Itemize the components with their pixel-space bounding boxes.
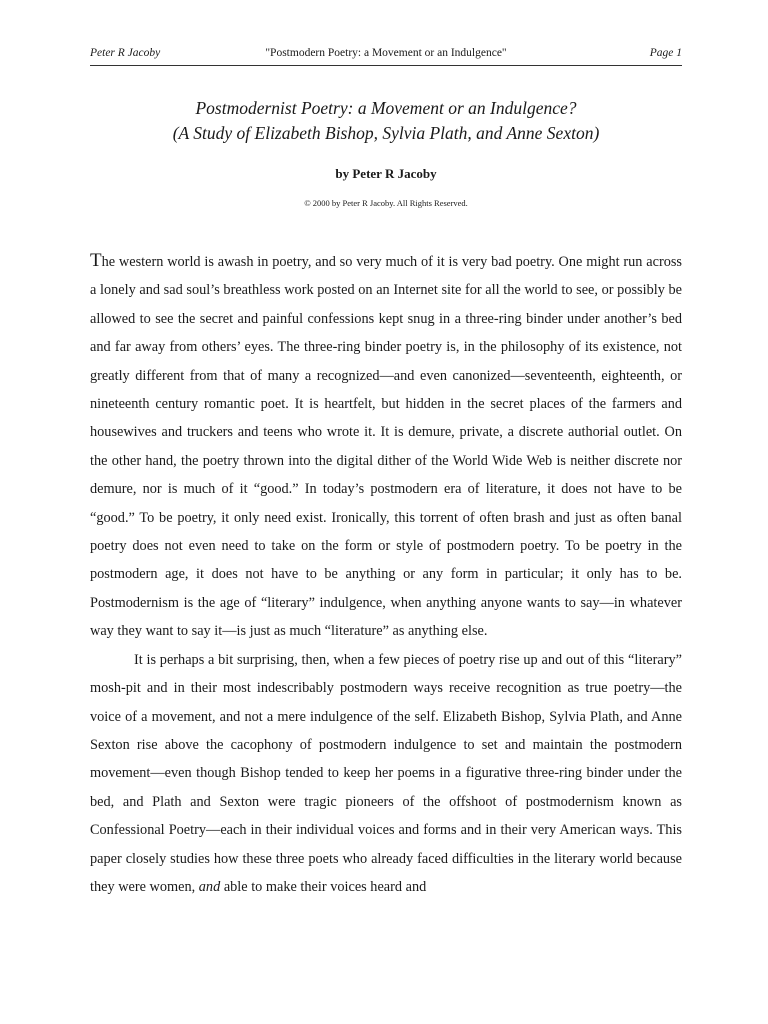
- paragraph-2-text-a: It is perhaps a bit surprising, then, when a few pieces of poetry rise up and out of this “literary” mosh-pit and in their most indescribably postmodern ways receive recognition as true poetry—the voice of a movement, and not a mere indulgence of the self. Elizabeth Bishop, Sylvia Plath, and Anne Sexton rise above the cacophony of postmodern indulgence to set and maintain the postmodern movement—even though Bishop tended to keep her poems in a figurative three-ring binder under the bed, and Plath and Sexton were tragic pioneers of the offshoot of postmodernism known as Confessional Poetry—each in their individual voices and forms and in their very American ways. This paper closely studies how these three poets who already faced difficulties in the literary world because they were women,: [90, 651, 682, 895]
- copyright-notice: © 2000 by Peter R Jacoby. All Rights Reserved.: [304, 198, 468, 208]
- header-running-title: "Postmodern Poetry: a Movement or an Indulgence": [265, 47, 507, 59]
- paper-title-line-1: Postmodernist Poetry: a Movement or an Indulgence?: [195, 98, 577, 118]
- drop-cap-letter: T: [90, 250, 102, 271]
- paragraph-1-text: he western world is awash in poetry, and so very much of it is very bad poetry. One might run across a lonely and sad soul’s breathless work posted on an Internet site for all the world to see, or possibly be allowed to see the secret and painful confessions kept snug in a three-ring binder under another’s bed and far away from others’ eyes. The three-ring binder poetry is, in the philosophy of its existence, not greatly different from that of many a recognized—and even canonized—seventeenth, eighteenth, or nineteenth century romantic poet. It is heartfelt, but hidden in the secret places of the farmers and housewives and truckers and teens who wrote it. It is demure, private, a discrete authorial outlet. On the other hand, the poetry thrown into the digital dither of the World Wide Web is neither discrete nor demure, nor is much of it “good.” In today’s postmodern era of literature, it does not have to be “good.” To be poetry, it only need exist. Ironically, this torrent of often brash and just as often banal poetry does not even need to take on the form or style of postmodern poetry. To be poetry in the postmodern age, it does not have to be anything or any form in particular; it only has to be. Postmodernism is the age of “literary” indulgence, when anything anyone wants to say—in whatever way they want to say it—is just as much “literature” as anything else.: [90, 254, 682, 640]
- header-author: Peter R Jacoby: [90, 47, 161, 59]
- emphasized-word: and: [198, 878, 221, 895]
- title-block: [90, 96, 682, 208]
- paragraph-2: [90, 646, 682, 902]
- paragraph-1: [90, 247, 682, 646]
- header-page-number: Page 1: [649, 47, 682, 59]
- paragraph-2-text-b: able to make their voices heard and: [223, 878, 427, 895]
- running-header: [90, 45, 682, 66]
- paper-title-line-2: (A Study of Elizabeth Bishop, Sylvia Plath, and Anne Sexton): [172, 123, 600, 143]
- body-text: [90, 247, 682, 901]
- byline: by Peter R Jacoby: [335, 166, 437, 181]
